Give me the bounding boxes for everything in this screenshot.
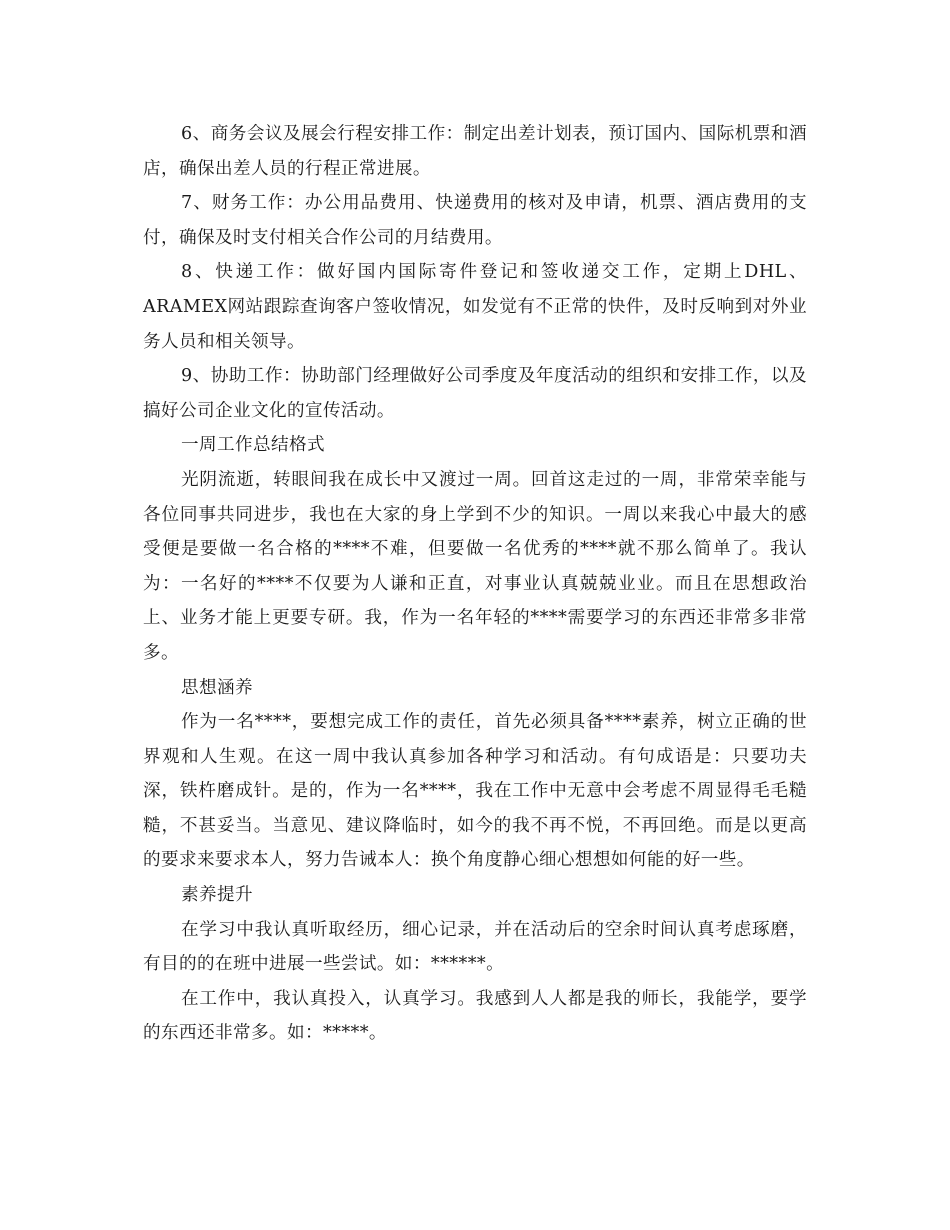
paragraph-item-9: 9、协助工作：协助部门经理做好公司季度及年度活动的组织和安排工作，以及搞好公司企业文化的宣传活动。	[143, 366, 807, 421]
paragraph-weekly-summary: 光阴流逝，转眼间我在成长中又渡过一周。回首这走过的一周，非常荣幸能与各位同事共同进步，我也在大家的身上学到不少的知识。一周以来我心中最大的感受便是要做一名合格的****不难，但要做一名优秀的****就不那么简单了。我认为：一名好的****不仅要为人谦和正直，对事业认真兢兢业业。而且在思想政治上、业务才能上更要专研。我，作为一名年轻的****需要学习的东西还非常多非常多。	[143, 469, 807, 663]
section-heading-quality: 素养提升	[181, 885, 253, 906]
section-heading-ideology: 思想涵养	[181, 677, 253, 698]
paragraph-item-7: 7、财务工作：办公用品费用、快递费用的核对及申请，机票、酒店费用的支付，确保及时支付相关合作公司的月结费用。	[143, 193, 807, 248]
document-body	[143, 117, 807, 1051]
section-heading-weekly-summary: 一周工作总结格式	[181, 435, 325, 456]
paragraph-item-6: 6、商务会议及展会行程安排工作：制定出差计划表，预订国内、国际机票和酒店，确保出差人员的行程正常进展。	[143, 124, 807, 179]
paragraph-study: 在学习中我认真听取经历，细心记录，并在活动后的空余时间认真考虑琢磨，有目的的在班中进展一些尝试。如：******。	[143, 919, 807, 975]
paragraph-work: 在工作中，我认真投入，认真学习。我感到人人都是我的师长，我能学，要学的东西还非常多。如：*****。	[143, 988, 807, 1044]
paragraph-item-8: 8、快递工作：做好国内国际寄件登记和签收递交工作，定期上DHL、ARAMEX网站跟踪查询客户签收情况，如发觉有不正常的快件，及时反响到对外业务人员和相关领导。	[143, 262, 807, 352]
paragraph-ideology: 作为一名****，要想完成工作的责任，首先必须具备****素养，树立正确的世界观和人生观。在这一周中我认真参加各种学习和活动。有句成语是：只要功夫深，铁杵磨成针。是的，作为一名****，我在工作中无意中会考虑不周显得毛毛糙糙，不甚妥当。当意见、建议降临时，如今的我不再不悦，不再回绝。而是以更高的要求来要求本人，努力告诫本人：换个角度静心细心想想如何能的好一些。	[143, 712, 807, 871]
